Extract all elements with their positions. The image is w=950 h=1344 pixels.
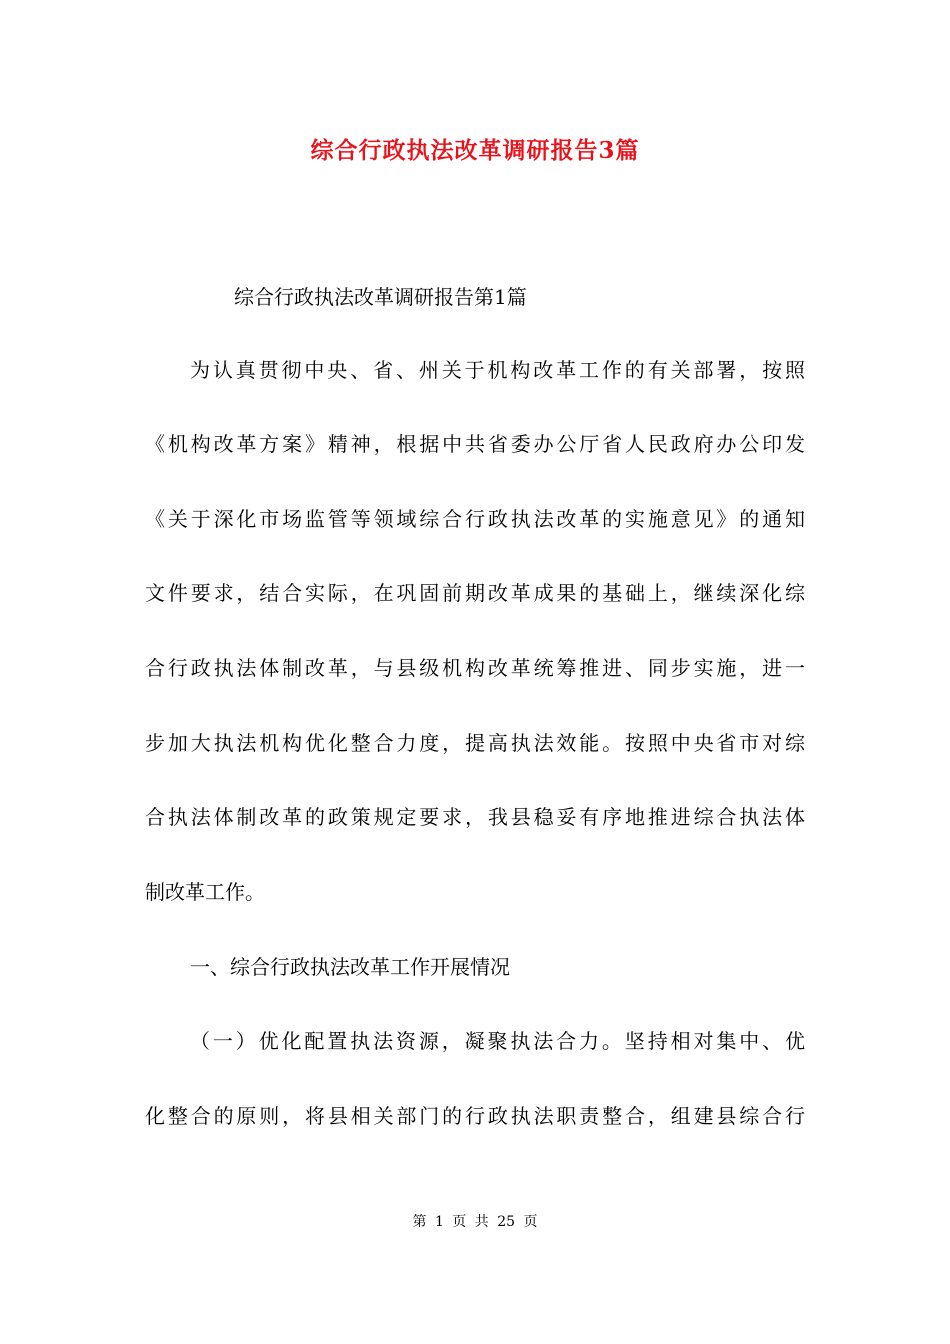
paragraph-line: （一）优化配置执法资源，凝聚执法合力。坚持相对集中、优 bbox=[190, 1029, 805, 1053]
paragraph-line: 《机构改革方案》精神，根据中共省委办公厅省人民政府办公印发 bbox=[145, 432, 805, 456]
paragraph-line: 制改革工作。 bbox=[145, 880, 265, 904]
paragraph-line: 合行政执法体制改革，与县级机构改革统筹推进、同步实施，进一 bbox=[145, 656, 805, 680]
paragraph-line: 为认真贯彻中央、省、州关于机构改革工作的有关部署，按照 bbox=[190, 358, 805, 382]
paragraph-line: 合执法体制改革的政策规定要求，我县稳妥有序地推进综合执法体 bbox=[145, 805, 805, 829]
paragraph-line: 化整合的原则，将县相关部门的行政执法职责整合，组建县综合行 bbox=[145, 1104, 805, 1128]
paragraph-line: 《关于深化市场监管等领域综合行政执法改革的实施意见》的通知 bbox=[145, 507, 805, 531]
paragraph-line: 文件要求，结合实际，在巩固前期改革成果的基础上，继续深化综 bbox=[145, 581, 805, 605]
page-footer: 第 1 页 共 25 页 bbox=[412, 1214, 538, 1230]
section-heading: 一、综合行政执法改革工作开展情况 bbox=[190, 955, 510, 979]
section-subtitle: 综合行政执法改革调研报告第1篇 bbox=[234, 285, 527, 309]
document-title: 综合行政执法改革调研报告3篇 bbox=[310, 137, 640, 164]
paragraph-line: 步加大执法机构优化整合力度，提高执法效能。按照中央省市对综 bbox=[145, 731, 805, 755]
